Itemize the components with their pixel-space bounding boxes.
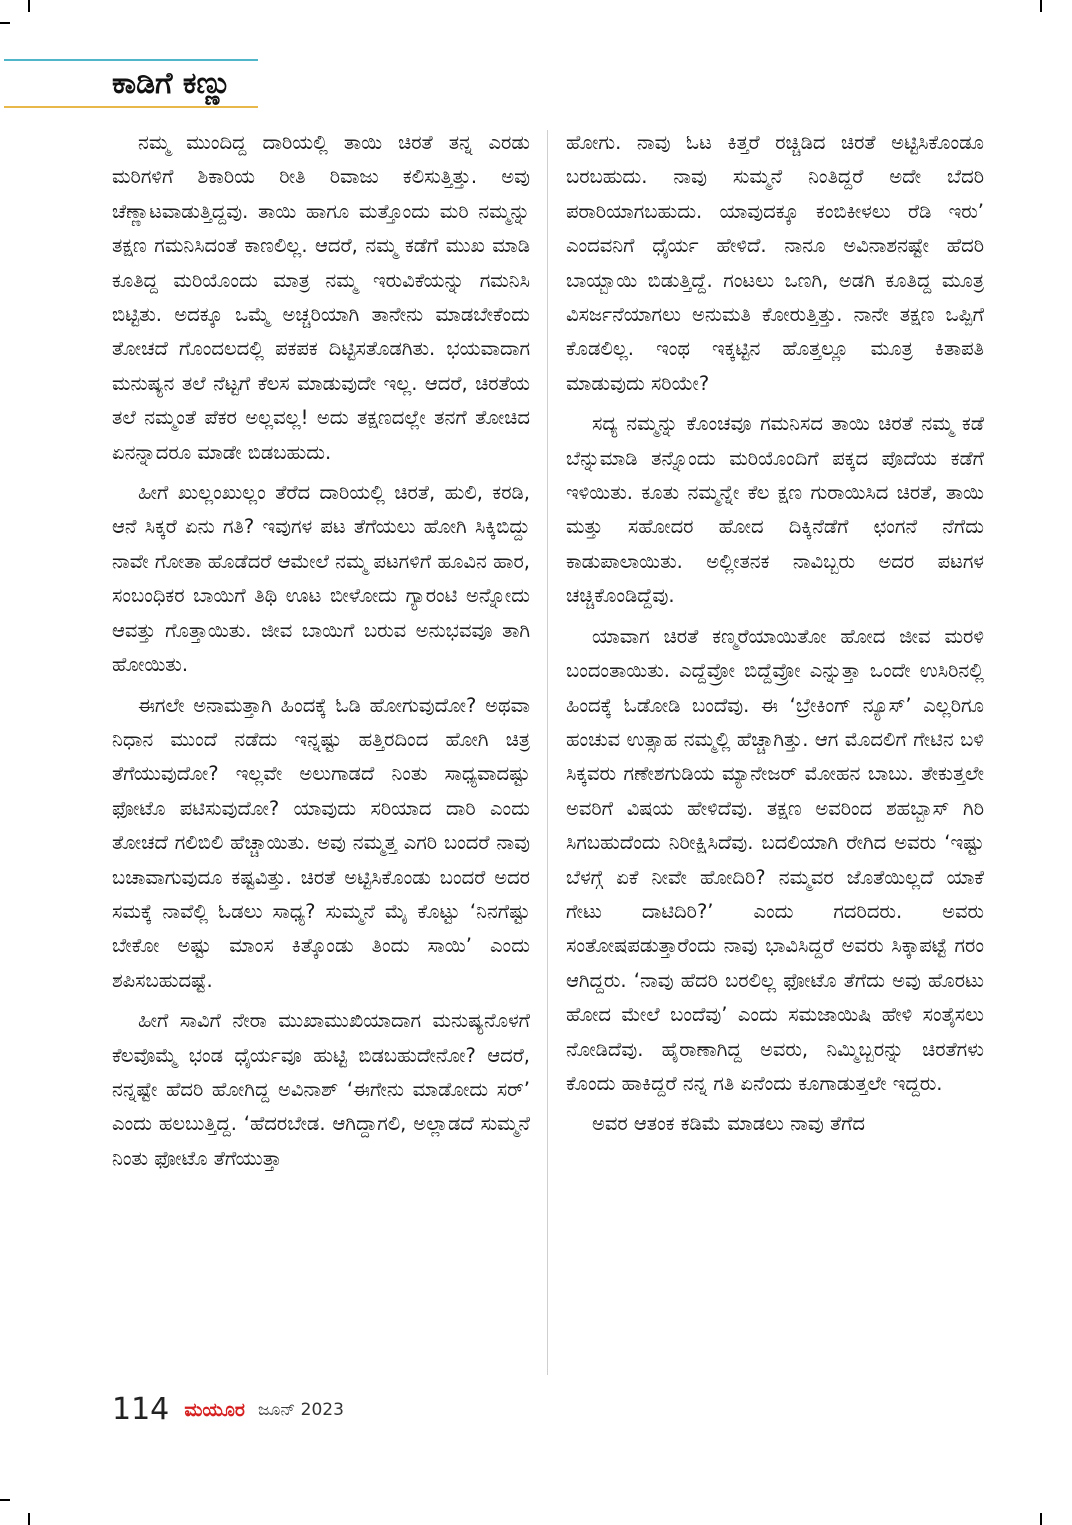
paragraph: ಈಗಲೇ ಅನಾಮತ್ತಾಗಿ ಹಿಂದಕ್ಕೆ ಓಡಿ ಹೋಗುವುದೋ? ಅಥವಾ ನಿಧಾನ ಮುಂದೆ ನಡೆದು ಇನ್ನಷ್ಟು ಹತ್ತಿರದಿಂದ ಹೋಗಿ ಚಿತ್ರ ತೆಗೆಯುವುದೋ? ಇಲ್ಲವೇ ಅಲುಗಾಡದೆ ನಿಂತು ಸಾಧ್ಯವಾದಷ್ಟು ಫೋಟೊ ಪಟಿಸುವುದೋ? ಯಾವುದು ಸರಿಯಾದ ದಾರಿ ಎಂದು ತೋಚದೆ ಗಲಿಬಿಲಿ ಹೆಚ್ಚಾಯಿತು. ಅವು ನಮ್ಮತ್ತ ಎಗರಿ ಬಂದರೆ ನಾವು ಬಚಾವಾಗುವುದೂ ಕಷ್ಟವಿತ್ತು. ಚಿರತೆ ಅಟ್ಟಿಸಿಕೊಂಡು ಬಂದರೆ ಅದರ ಸಮಕ್ಕೆ ನಾವೆಲ್ಲಿ ಓಡಲು ಸಾಧ್ಯ? ಸುಮ್ಮನೆ ಮೈ ಕೊಟ್ಟು ‘ನಿನಗೆಷ್ಟು ಬೇಕೋ ಅಷ್ಟು ಮಾಂಸ ಕಿತ್ಕೊಂಡು ತಿಂದು ಸಾಯಿ’ ಎಂದು ಶಪಿಸಬಹುದಷ್ಟೆ.	[112, 693, 530, 992]
right-column	[566, 126, 984, 1148]
paragraph: ಸದ್ಯ ನಮ್ಮನ್ನು ಕೊಂಚವೂ ಗಮನಿಸದ ತಾಯಿ ಚಿರತೆ ನಮ್ಮ ಕಡೆ ಬೆನ್ನುಮಾಡಿ ತನ್ನೊಂದು ಮರಿಯೊಂದಿಗೆ ಪಕ್ಕದ ಪೊದೆಯ ಕಡೆಗೆ ಇಳಿಯಿತು. ಕೂತು ನಮ್ಮನ್ನೇ ಕೆಲ ಕ್ಷಣ ಗುರಾಯಿಸಿದ ಚಿರತೆ, ತಾಯಿ ಮತ್ತು ಸಹೋದರ ಹೋದ ದಿಕ್ಕಿನೆಡೆಗೆ ಛಂಗನೆ ನೆಗೆದು ಕಾಡುಪಾಲಾಯಿತು. ಅಲ್ಲೀತನಕ ನಾವಿಬ್ಬರು ಅದರ ಪಟಗಳ ಚಚ್ಚಿಕೊಂಡಿದ್ದೆವು.	[566, 412, 984, 608]
section-title: ಕಾಡಿಗೆ ಕಣ್ಣು	[112, 66, 232, 101]
paragraph: ನಮ್ಮ ಮುಂದಿದ್ದ ದಾರಿಯಲ್ಲಿ ತಾಯಿ ಚಿರತೆ ತನ್ನ ಎರಡು ಮರಿಗಳಿಗೆ ಶಿಕಾರಿಯ ರೀತಿ ರಿವಾಜು ಕಲಿಸುತ್ತಿತ್ತು. ಅವು ಚೆಣ್ಣಾಟವಾಡುತ್ತಿದ್ದವು. ತಾಯಿ ಹಾಗೂ ಮತ್ತೊಂದು ಮರಿ ನಮ್ಮನ್ನು ತಕ್ಷಣ ಗಮನಿಸಿದಂತೆ ಕಾಣಲಿಲ್ಲ. ಆದರೆ, ನಮ್ಮ ಕಡೆಗೆ ಮುಖ ಮಾಡಿ ಕೂತಿದ್ದ ಮರಿಯೊಂದು ಮಾತ್ರ ನಮ್ಮ ಇರುವಿಕೆಯನ್ನು ಗಮನಿಸಿ ಬಿಟ್ಟಿತು. ಅದಕ್ಕೂ ಒಮ್ಮೆ ಅಚ್ಚರಿಯಾಗಿ ತಾನೇನು ಮಾಡಬೇಕೆಂದು ತೋಚದೆ ಗೊಂದಲದಲ್ಲಿ ಪಕಪಕ ದಿಟ್ಟಿಸತೊಡಗಿತು. ಭಯವಾದಾಗ ಮನುಷ್ಯನ ತಲೆ ನೆಟ್ಟಗೆ ಕೆಲಸ ಮಾಡುವುದೇ ಇಲ್ಲ. ಆದರೆ, ಚಿರತೆಯ ತಲೆ ನಮ್ಮಂತೆ ಪೆಕರ ಅಲ್ಲವಲ್ಲ! ಅದು ತಕ್ಷಣದಲ್ಲೇ ತನಗೆ ತೋಚಿದ ಏನನ್ನಾದರೂ ಮಾಡೇ ಬಿಡಬಹುದು.	[112, 131, 530, 464]
header-rule-top	[4, 59, 258, 61]
paragraph: ಹೀಗೆ ಸಾವಿಗೆ ನೇರಾ ಮುಖಾಮುಖಿಯಾದಾಗ ಮನುಷ್ಯನೊಳಗೆ ಕೆಲವೊಮ್ಮೆ ಭಂಡ ಧೈರ್ಯವೂ ಹುಟ್ಟಿ ಬಿಡಬಹುದೇನೋ? ಆದರೆ, ನನ್ನಷ್ಟೇ ಹೆದರಿ ಹೋಗಿದ್ದ ಅವಿನಾಶ್ ‘ಈಗೇನು ಮಾಡೋದು ಸರ್’ ಎಂದು ಹಲಬುತ್ತಿದ್ದ. ‘ಹೆದರಬೇಡ. ಆಗಿದ್ದಾಗಲಿ, ಅಲ್ಲಾಡದೆ ಸುಮ್ಮನೆ ನಿಂತು ಫೋಟೊ ತೆಗೆಯುತ್ತಾ	[112, 1009, 530, 1170]
issue-date: ಜೂನ್ 2023	[258, 1399, 344, 1420]
crop-mark	[1040, 1513, 1042, 1525]
crop-mark	[1040, 0, 1042, 12]
column-divider	[547, 130, 548, 1375]
paragraph: ಹೀಗೆ ಖುಲ್ಲಂಖುಲ್ಲಂ ತೆರೆದ ದಾರಿಯಲ್ಲಿ ಚಿರತೆ, ಹುಲಿ, ಕರಡಿ, ಆನೆ ಸಿಕ್ಕರೆ ಏನು ಗತಿ? ಇವುಗಳ ಪಟ ತೆಗೆಯಲು ಹೋಗಿ ಸಿಕ್ಕಿಬಿದ್ದು ನಾವೇ ಗೋತಾ ಹೊಡೆದರೆ ಆಮೇಲೆ ನಮ್ಮ ಪಟಗಳಿಗೆ ಹೂವಿನ ಹಾರ, ಸಂಬಂಧಿಕರ ಬಾಯಿಗೆ ತಿಥಿ ಊಟ ಬೀಳೋದು ಗ್ಯಾರಂಟಿ ಅನ್ನೋದು ಆವತ್ತು ಗೊತ್ತಾಯಿತು. ಜೀವ ಬಾಯಿಗೆ ಬರುವ ಅನುಭವವೂ ತಾಗಿ ಹೋಯಿತು.	[112, 481, 530, 677]
crop-mark	[0, 1499, 10, 1501]
crop-mark	[28, 1513, 30, 1525]
page-footer	[112, 1392, 344, 1427]
paragraph: ಹೋಗು. ನಾವು ಓಟ ಕಿತ್ತರೆ ರಚ್ಚಿಡಿದ ಚಿರತೆ ಅಟ್ಟಿಸಿಕೊಂಡೂ ಬರಬಹುದು. ನಾವು ಸುಮ್ಮನೆ ನಿಂತಿದ್ದರೆ ಅದೇ ಬೆದರಿ ಪರಾರಿಯಾಗಬಹುದು. ಯಾವುದಕ್ಕೂ ಕಂಬಿಕೀಳಲು ರೆಡಿ ಇರು’ ಎಂದವನಿಗೆ ಧೈರ್ಯ ಹೇಳಿದೆ. ನಾನೂ ಅವಿನಾಶನಷ್ಟೇ ಹೆದರಿ ಬಾಯ್ಬಾಯಿ ಬಿಡುತ್ತಿದ್ದೆ. ಗಂಟಲು ಒಣಗಿ, ಅಡಗಿ ಕೂತಿದ್ದ ಮೂತ್ರ ವಿಸರ್ಜನೆಯಾಗಲು ಅನುಮತಿ ಕೋರುತ್ತಿತ್ತು. ನಾನೇ ತಕ್ಷಣ ಒಪ್ಪಿಗೆ ಕೊಡಲಿಲ್ಲ. ಇಂಥ ಇಕ್ಕಟ್ಟಿನ ಹೊತ್ತಲ್ಲೂ ಮೂತ್ರ ಕಿತಾಪತಿ ಮಾಡುವುದು ಸರಿಯೇ?	[566, 131, 984, 395]
header-rule-bottom	[4, 106, 258, 108]
magazine-logo: ಮಯೂರ	[184, 1398, 245, 1421]
paragraph: ಅವರ ಆತಂಕ ಕಡಿಮೆ ಮಾಡಲು ನಾವು ತೆಗೆದ	[592, 1112, 866, 1136]
page-number: 114	[112, 1392, 170, 1427]
paragraph: ಯಾವಾಗ ಚಿರತೆ ಕಣ್ಮರೆಯಾಯಿತೋ ಹೋದ ಜೀವ ಮರಳಿ ಬಂದಂತಾಯಿತು. ಎದ್ದೆವ್ರೋ ಬಿದ್ದೆವ್ರೋ ಎನ್ನುತ್ತಾ ಒಂದೇ ಉಸಿರಿನಲ್ಲಿ ಹಿಂದಕ್ಕೆ ಓಡೋಡಿ ಬಂದೆವು. ಈ ‘ಬ್ರೇಕಿಂಗ್ ನ್ಯೂಸ್’ ಎಲ್ಲರಿಗೂ ಹಂಚುವ ಉತ್ಸಾಹ ನಮ್ಮಲ್ಲಿ ಹೆಚ್ಚಾಗಿತ್ತು. ಆಗ ಮೊದಲಿಗೆ ಗೇಟಿನ ಬಳಿ ಸಿಕ್ಕವರು ಗಣೇಶಗುಡಿಯ ಮ್ಯಾನೇಜರ್ ಮೋಹನ ಬಾಬು. ತೇಕುತ್ತಲೇ ಅವರಿಗೆ ವಿಷಯ ಹೇಳಿದೆವು. ತಕ್ಷಣ ಅವರಿಂದ ಶಹಬ್ಬಾಸ್ ಗಿರಿ ಸಿಗಬಹುದೆಂದು ನಿರೀಕ್ಷಿಸಿದೆವು. ಬದಲಿಯಾಗಿ ರೇಗಿದ ಅವರು ‘ಇಷ್ಟು ಬೆಳಗ್ಗೆ ಏಕೆ ನೀವೇ ಹೋದಿರಿ? ನಮ್ಮವರ ಜೊತೆಯಿಲ್ಲದೆ ಯಾಕೆ ಗೇಟು ದಾಟಿದಿರಿ?’ ಎಂದು ಗದರಿದರು. ಅವರು ಸಂತೋಷಪಡುತ್ತಾರೆಂದು ನಾವು ಭಾವಿಸಿದ್ದರೆ ಅವರು ಸಿಕ್ಕಾಪಟ್ಟೆ ಗರಂ ಆಗಿದ್ದರು. ‘ನಾವು ಹೆದರಿ ಬರಲಿಲ್ಲ ಫೋಟೊ ತೆಗೆದು ಅವು ಹೊರಟು ಹೋದ ಮೇಲೆ ಬಂದೆವು’ ಎಂದು ಸಮಜಾಯಿಷಿ ಹೇಳಿ ಸಂತೈಸಲು ನೋಡಿದೆವು. ಹೈರಾಣಾಗಿದ್ದ ಅವರು, ನಿಮ್ಮಿಬ್ಬರನ್ನು ಚಿರತೆಗಳು ಕೊಂದು ಹಾಕಿದ್ದರೆ ನನ್ನ ಗತಿ ಏನೆಂದು ಕೂಗಾಡುತ್ತಲೇ ಇದ್ದರು.	[566, 624, 984, 1095]
left-column	[112, 126, 530, 1182]
crop-mark	[0, 22, 10, 24]
crop-mark	[28, 0, 30, 12]
